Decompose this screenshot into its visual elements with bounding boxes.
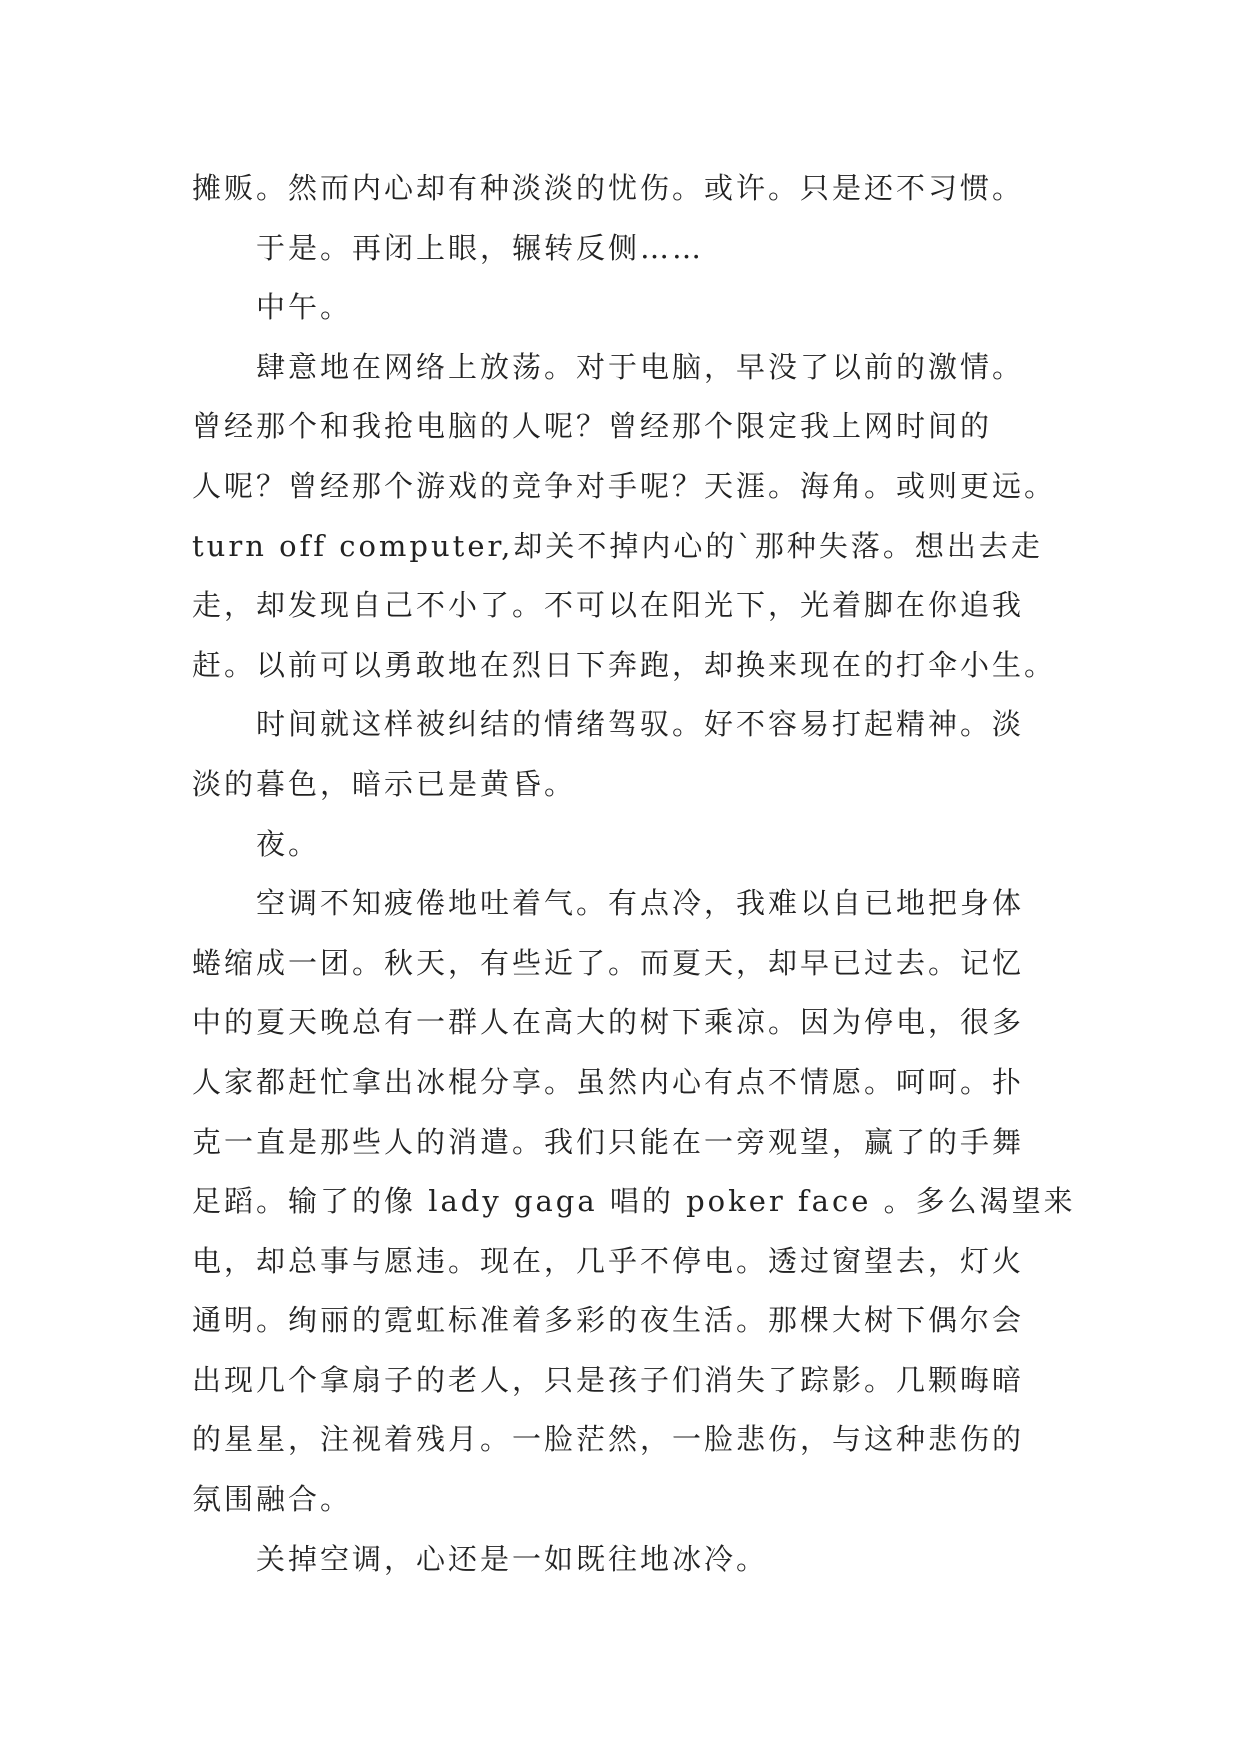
text-line: 关掉空调，心还是一如既往地冰冷。 <box>256 1541 769 1576</box>
text-line: 克一直是那些人的消遣。我们只能在一旁观望，赢了的手舞 <box>192 1124 1025 1159</box>
text-line: 时间就这样被纠结的情绪驾驭。好不容易打起精神。淡 <box>256 707 1025 742</box>
text-line: 夜。 <box>256 826 321 861</box>
text-line: 足蹈。输了的像 lady gaga 唱的 poker face 。多么渴望来 <box>192 1184 1076 1219</box>
text-line: 电，却总事与愿违。现在，几乎不停电。透过窗望去，灯火 <box>192 1243 1025 1278</box>
text-line: 人家都赶忙拿出冰棍分享。虽然内心有点不情愿。呵呵。扑 <box>192 1064 1025 1099</box>
text-line: 中的夏天晚总有一群人在高大的树下乘凉。因为停电，很多 <box>192 1005 1025 1040</box>
text-line: 蜷缩成一团。秋天，有些近了。而夏天，却早已过去。记忆 <box>192 945 1025 980</box>
text-line: 走，却发现自己不小了。不可以在阳光下，光着脚在你追我 <box>192 588 1025 623</box>
text-line: 通明。绚丽的霓虹标准着多彩的夜生活。那棵大树下偶尔会 <box>192 1303 1025 1338</box>
essay-body <box>192 159 1076 1589</box>
text-line: 摊贩。然而内心却有种淡淡的忧伤。或许。只是还不习惯。 <box>192 171 1025 205</box>
text-line: 出现几个拿扇子的老人，只是孩子们消失了踪影。几颗晦暗 <box>192 1362 1025 1397</box>
text-line: turn off computer,却关不掉内心的`那种失落。想出去走 <box>192 528 1043 563</box>
text-line: 曾经那个和我抢电脑的人呢？曾经那个限定我上网时间的 <box>192 409 993 444</box>
text-line: 肆意地在网络上放荡。对于电脑，早没了以前的激情。 <box>256 349 1025 384</box>
text-line: 淡的暮色，暗示已是黄昏。 <box>192 766 577 801</box>
text-line: 氛围融合。 <box>192 1482 353 1517</box>
text-line: 的星星，注视着残月。一脸茫然，一脸悲伤，与这种悲伤的 <box>192 1422 1025 1457</box>
text-line: 空调不知疲倦地吐着气。有点冷，我难以自已地把身体 <box>256 886 1025 921</box>
text-line: 赶。以前可以勇敢地在烈日下奔跑，却换来现在的打伞小生。 <box>192 647 1057 682</box>
text-line: 人呢？曾经那个游戏的竞争对手呢？天涯。海角。或则更远。 <box>192 468 1057 503</box>
text-line: 中午。 <box>256 290 353 325</box>
text-line: 于是。再闭上眼，辗转反侧…… <box>256 230 705 265</box>
